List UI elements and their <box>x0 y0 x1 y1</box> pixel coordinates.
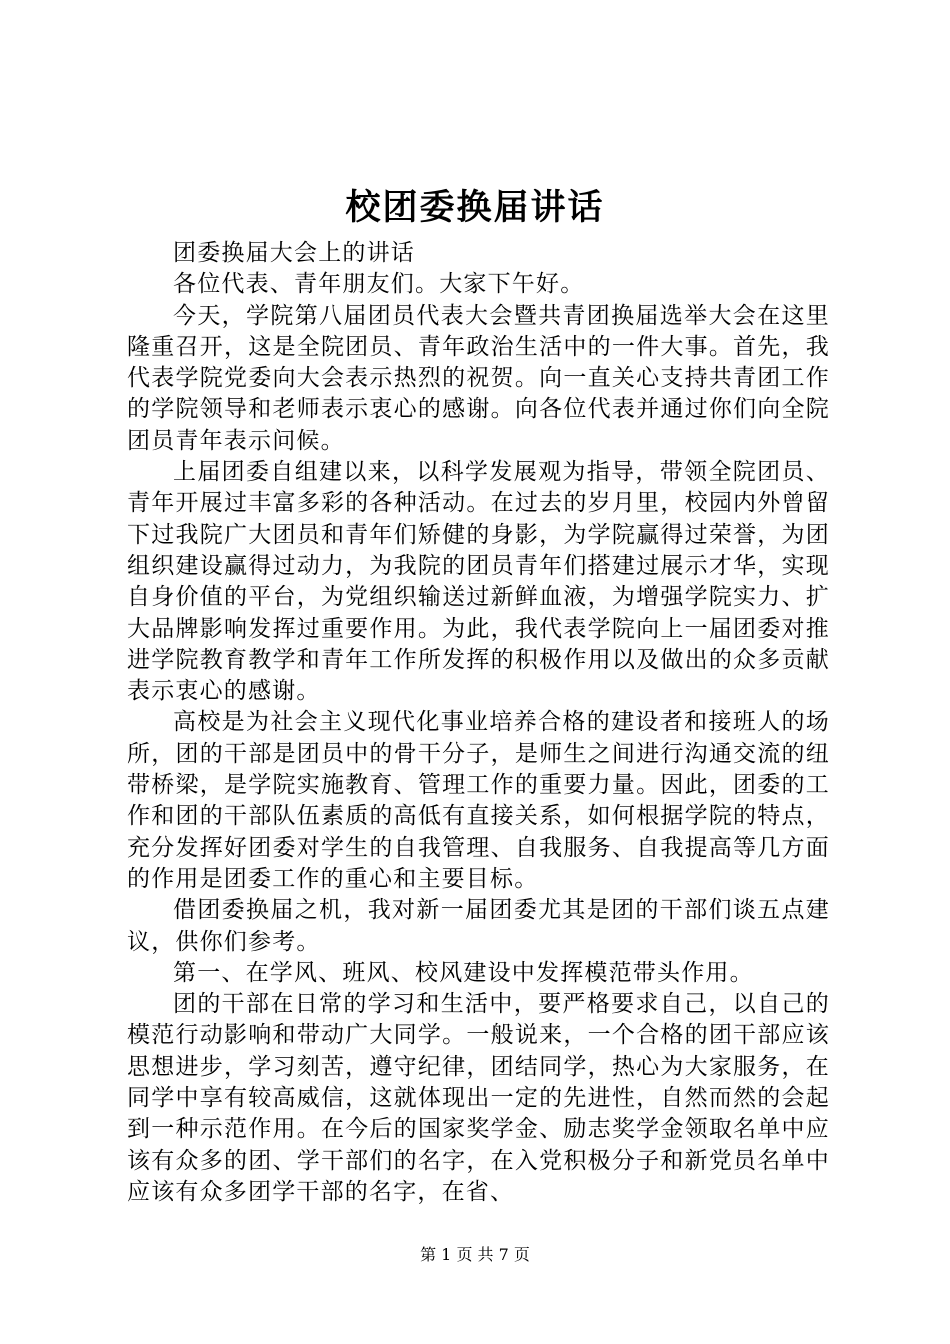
page-title: 校团委换届讲话 <box>345 187 605 228</box>
paragraph: 借团委换届之机，我对新一届团委尤其是团的干部们谈五点建议，供你们参考。 <box>127 897 830 955</box>
paragraph: 高校是为社会主义现代化事业培养合格的建设者和接班人的场所，团的干部是团员中的骨干分子，是师生之间进行沟通交流的纽带桥梁，是学院实施教育、管理工作的重要力量。因此，团委的工作和团的干部队伍素质的高低有直接关系，如何根据学院的特点，充分发挥好团委对学生的自我管理、自我服务、自我提高等几方面的作用是团委工作的重心和主要目标。 <box>127 709 830 892</box>
document-body <box>127 238 830 1208</box>
paragraph-heading: 团委换届大会上的讲话 <box>173 240 415 266</box>
paragraph-greeting: 各位代表、青年朋友们。大家下午好。 <box>173 271 585 298</box>
page-footer: 第 1 页 共 7 页 <box>420 1245 530 1264</box>
paragraph: 今天，学院第八届团员代表大会暨共青团换届选举大会在这里隆重召开，这是全院团员、青年政治生活中的一件大事。首先，我代表学院党委向大会表示热烈的祝贺。向一直关心支持共青团工作的学院领导和老师表示衷心的感谢。向各位代表并通过你们向全院团员青年表示问候。 <box>127 302 830 454</box>
paragraph: 团的干部在日常的学习和生活中，要严格要求自己，以自己的模范行动影响和带动广大同学。一般说来，一个合格的团干部应该思想进步，学习刻苦，遵守纪律，团结同学，热心为大家服务，在同学中享有较高威信，这就体现出一定的先进性，自然而然的会起到一种示范作用。在今后的国家奖学金、励志奖学金领取名单中应该有众多的团、学干部们的名字，在入党积极分子和新党员名单中应该有众多团学干部的名字，在省、 <box>127 991 830 1205</box>
paragraph-section-heading: 第一、在学风、班风、校风建设中发挥模范带头作用。 <box>173 959 754 986</box>
paragraph: 上届团委自组建以来，以科学发展观为指导，带领全院团员、青年开展过丰富多彩的各种活动。在过去的岁月里，校园内外曾留下过我院广大团员和青年们矫健的身影，为学院赢得过荣誉，为团组织建设赢得过动力，为我院的团员青年们搭建过展示才华，实现自身价值的平台，为党组织输送过新鲜血液，为增强学院实力、扩大品牌影响发挥过重要作用。为此，我代表学院向上一届团委对推进学院教育教学和青年工作所发挥的积极作用以及做出的众多贡献表示衷心的感谢。 <box>127 459 830 705</box>
